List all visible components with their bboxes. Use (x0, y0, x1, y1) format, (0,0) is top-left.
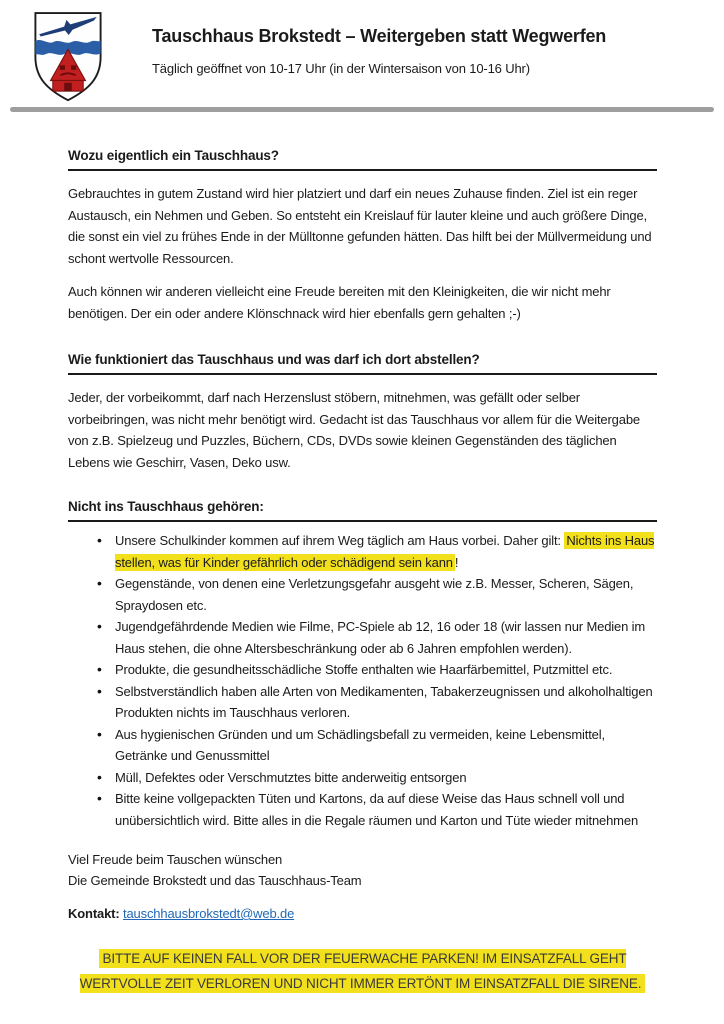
document-body (0, 112, 724, 1010)
section-wie-funktioniert (68, 352, 657, 473)
list-item (97, 659, 657, 681)
list-item (97, 573, 657, 616)
section-nicht-ins-tauschhaus (68, 499, 657, 831)
list-item-text: Müll, Defektes oder Verschmutztes bitte anderweitig entsorgen (115, 769, 467, 785)
section-heading: Wie funktioniert das Tauschhaus und was darf ich dort abstellen? (68, 352, 657, 375)
section-heading: Wozu eigentlich ein Tauschhaus? (68, 148, 657, 171)
highlighted-text: Nichts ins Haus stellen, was für Kinder gefährlich oder schädigend sein kann (115, 533, 655, 570)
list-item-text: Produkte, die gesundheitsschädliche Stoffe enthalten wie Haarfärbemittel, Putzmittel etc. (115, 662, 613, 677)
opening-hours: Täglich geöffnet von 10-17 Uhr (in der Wintersaison von 10-16 Uhr) (152, 61, 530, 76)
contact-label: Kontakt: (68, 906, 123, 921)
list-item (97, 616, 657, 659)
list-item-text: Gegenstände, von denen eine Verletzungsgefahr ausgeht wie z.B. Messer, Scheren, Sägen, Spraydosen etc. (115, 576, 634, 613)
paragraph: Gebrauchtes in gutem Zustand wird hier platziert und darf ein neues Zuhause finden. Ziel ist ein reger Austausch, ein Nehmen und Geben. So entsteht ein Kreislauf für lauter kleine und auch größere Dinge, die sonst ein viel zu frühes Ende in der Mülltonne gefunden hätten. Das hilft bei der Müllvermeidung und schont wertvolle Ressourcen. (68, 186, 652, 266)
list-item (97, 767, 657, 789)
document-header (0, 0, 724, 104)
parking-warning (68, 946, 657, 1010)
contact-email-link[interactable]: tauschhausbrokstedt@web.de (122, 906, 295, 921)
list-item (97, 788, 657, 831)
paragraph: Auch können wir anderen vielleicht eine Freude bereiten mit den Kleinigkeiten, die wir nicht mehr benötigen. Der ein oder andere Klönschnack wird hier ebenfalls gern gehalten ;-) (68, 284, 611, 321)
list-item-text: Aus hygienischen Gründen und um Schädlingsbefall zu vermeiden, keine Lebensmittel, Getränke und Genussmittel (115, 726, 605, 763)
closing-line: Die Gemeinde Brokstedt und das Tauschhaus-Team (68, 873, 362, 888)
section-heading: Nicht ins Tauschhaus gehören: (68, 499, 657, 522)
section-wozu (68, 148, 657, 324)
brokstedt-crest-icon (30, 10, 106, 104)
forbidden-items-list (97, 530, 657, 831)
paragraph: Jeder, der vorbeikommt, darf nach Herzenslust stöbern, mitnehmen, was gefällt oder selber vorbeibringen, was nicht mehr benötigt wird. Gedacht ist das Tauschhaus vor allem für die Weitergabe von z.B. Spielzeug und Puzzles, Büchern, CDs, DVDs sowie kleinen Gegenständen des täglichen Lebens wie Geschirr, Vasen, Deko usw. (68, 390, 640, 470)
list-item (97, 681, 657, 724)
list-item-text: Unsere Schulkinder kommen auf ihrem Weg täglich am Haus vorbei. Daher gilt: (115, 533, 565, 548)
warning-highlighted-text: BITTE AUF KEINEN FALL VOR DER FEUERWACHE PARKEN! IM EINSATZFALL GEHT WERTVOLLE ZEIT VERLOREN UND NICHT IMMER ERTÖNT IM EINSATZFALL DIE SIRENE. (80, 949, 646, 993)
list-item-text: Selbstverständlich haben alle Arten von Medikamenten, Tabakerzeugnissen und alkoholhaltigen Produkten nichts im Tauschhaus verloren. (115, 683, 653, 720)
list-item-text: Bitte keine vollgepackten Tüten und Kartons, da auf diese Weise das Haus schnell voll und unübersichtlich wird. Bitte alles in die Regale räumen und Karton und Tüte wieder mitnehmen (115, 791, 639, 828)
closing-line: Viel Freude beim Tauschen wünschen (68, 852, 283, 867)
closing-block (68, 849, 657, 924)
list-item-text: Jugendgefährdende Medien wie Filme, PC-Spiele ab 12, 16 oder 18 (wir lassen nur Medien im Haus stehen, die ohne Altersbeschränkung oder ab 6 Jahren empfohlen werden). (115, 619, 646, 656)
list-item (97, 724, 657, 767)
list-item-text: ! (454, 554, 459, 570)
page-title: Tauschhaus Brokstedt – Weitergeben statt Wegwerfen (152, 26, 607, 46)
list-item (97, 530, 657, 573)
contact-line (68, 903, 657, 924)
